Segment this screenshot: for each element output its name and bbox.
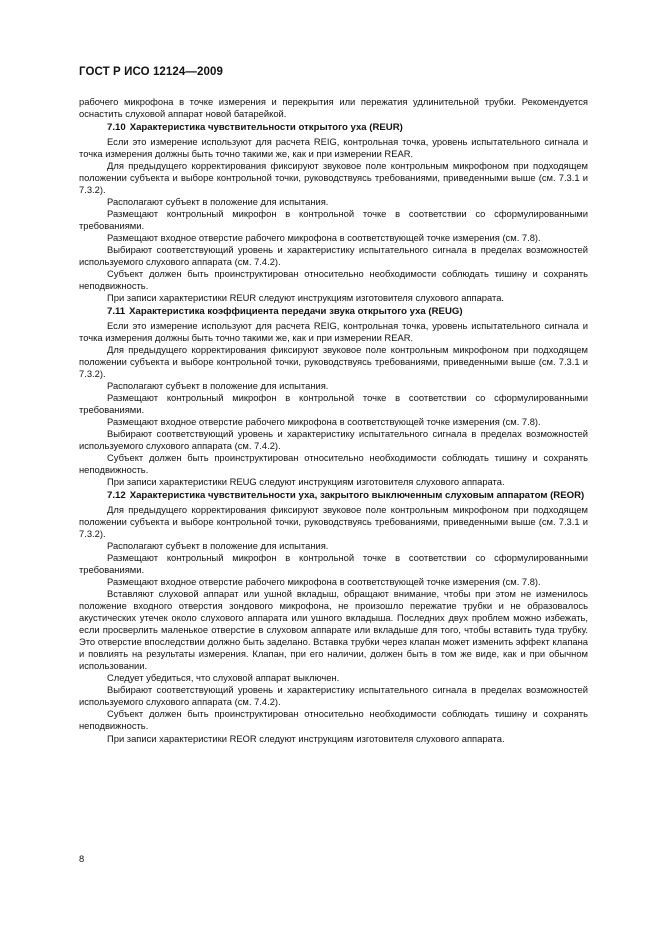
paragraph: Располагают субъект в положение для испытания. xyxy=(107,195,329,207)
section-heading-7-11 xyxy=(79,306,588,318)
paragraph: Субъект должен быть проинструктирован относительно необходимости соблюдать тишину и сохранять неподвижность. xyxy=(79,452,588,476)
section-title: Характеристика чувствительности уха, закрытого выключенным слуховым аппаратом (REOR) xyxy=(129,490,585,502)
page-header: ГОСТ Р ИСО 12124—2009 xyxy=(79,66,224,78)
paragraph: Располагают субъект в положение для испытания. xyxy=(107,379,329,391)
paragraph: Размещают контрольный микрофон в контрольной точке в соответствии со сформулированными требованиями. xyxy=(79,551,588,575)
paragraph: Размещают контрольный микрофон в контрольной точке в соответствии со сформулированными требованиями. xyxy=(79,391,588,415)
paragraph: Размещают входное отверстие рабочего микрофона в соответствующей точке измерения (см. 7.8). xyxy=(107,575,541,587)
section-number: 7.11 xyxy=(107,306,126,318)
paragraph: Располагают субъект в положение для испытания. xyxy=(107,539,329,551)
paragraph: Вставляют слуховой аппарат или ушной вкладыш, обращают внимание, чтобы при этом не изменилось положение входного отверстия зондового микрофона, не произошло пережатие трубки и не образовалось акустических утечек около слухового аппарата или ушного вкладыша. Последних двух проблем можно избежать, если просверлить маленькое отверстие в слуховом аппарате или вкладыше для того, чтобы вставить туда трубку. Это отверстие впоследствии должно быть заделано. Вставка трубки через клапан может изменить эффект клапана и повлиять на результаты измерения. Клапан, при его наличии, должен быть в том же виде, как и при обычном использовании. xyxy=(79,587,588,672)
paragraph: Субъект должен быть проинструктирован относительно необходимости соблюдать тишину и сохранять неподвижность. xyxy=(79,268,588,292)
section-heading-7-10 xyxy=(79,122,588,134)
paragraph: Если это измерение используют для расчета REIG, контрольная точка, уровень испытательного сигнала и точка измерения должны быть точно такими же, как и при измерении REAR. xyxy=(79,135,588,159)
paragraph: Для предыдущего корректирования фиксируют звуковое поле контрольным микрофоном при подходящем положении субъекта и выборе контрольной точки, руководствуясь требованиями, приведенными выше (см. 7.3.1 и 7.3.2). xyxy=(79,503,588,539)
paragraph: Выбирают соответствующий уровень и характеристику испытательного сигнала в пределах возможностей используемого слухового аппарата (см. 7.4.2). xyxy=(79,427,588,452)
section-number: 7.10 xyxy=(107,122,126,134)
paragraph: Субъект должен быть проинструктирован относительно необходимости соблюдать тишину и сохранять неподвижность. xyxy=(79,708,588,732)
paragraph: Выбирают соответствующий уровень и характеристику испытательного сигнала в пределах возможностей используемого слухового аппарата (см. 7.4.2). xyxy=(79,684,588,708)
paragraph: Размещают входное отверстие рабочего микрофона в соответствующей точке измерения (см. 7.8). xyxy=(107,231,541,243)
intro-paragraph: рабочего микрофона в точке измерения и перекрытия или пережатия удлинительной трубки. Рекомендуется оснастить слуховой аппарат новой батарейкой. xyxy=(79,96,588,120)
section-number: 7.12 xyxy=(107,490,126,502)
paragraph: Размещают входное отверстие рабочего микрофона в соответствующей точке измерения (см. 7.8). xyxy=(107,415,541,427)
section-title: Характеристика коэффициента передачи звука открытого уха (REUG) xyxy=(129,306,463,318)
paragraph: Следует убедиться, что слуховой аппарат выключен. xyxy=(107,672,340,684)
paragraph: Для предыдущего корректирования фиксируют звуковое поле контрольным микрофоном при подходящем положении субъекта и выборе контрольной точки, руководствуясь требованиями, приведенными выше (см. 7.3.1 и 7.3.2). xyxy=(79,343,588,379)
paragraph: При записи характеристики REOR следуют инструкциям изготовителя слухового аппарата. xyxy=(107,732,505,744)
paragraph: Если это измерение используют для расчета REIG, контрольная точка, уровень испытательного сигнала и точка измерения должны быть точно такими же, как и при измерении REAR. xyxy=(79,319,588,343)
paragraph: Выбирают соответствующий уровень и характеристику испытательного сигнала в пределах возможностей используемого слухового аппарата (см. 7.4.2). xyxy=(79,243,588,267)
paragraph: Для предыдущего корректирования фиксируют звуковое поле контрольным микрофоном при подходящем положении субъекта и выборе контрольной точки, руководствуясь требованиями, приведенными выше (см. 7.3.1 и 7.3.2). xyxy=(79,159,588,195)
section-title: Характеристика чувствительности открытого уха (REUR) xyxy=(129,122,403,134)
paragraph: При записи характеристики REUR следуют инструкциям изготовителя слухового аппарата. xyxy=(107,292,505,304)
section-heading-7-12 xyxy=(79,490,588,502)
document-body xyxy=(79,96,588,745)
paragraph: Размещают контрольный микрофон в контрольной точке в соответствии со сформулированными требованиями. xyxy=(79,207,588,231)
paragraph: При записи характеристики REUG следуют инструкциям изготовителя слухового аппарата. xyxy=(107,476,505,488)
page-number: 8 xyxy=(79,853,85,864)
